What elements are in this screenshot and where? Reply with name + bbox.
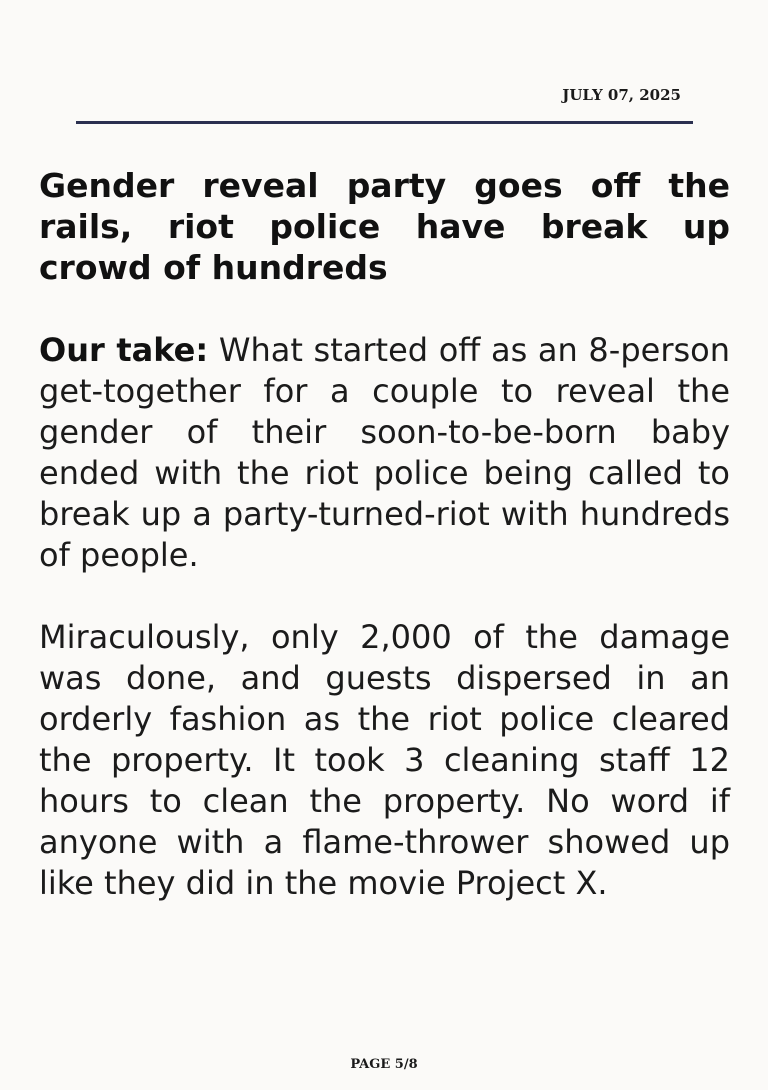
lead-label: Our take: (39, 331, 209, 369)
article-paragraph-2: Miraculously, only 2,000 of the damage was done, and guests dispersed in an orderly fashion as the riot police cleared the property. It took 3 cleaning staff 12 hours to clean the property. No word if anyone with a flame-thrower showed up like they did in the movie Project X. (39, 618, 730, 902)
header-divider (76, 121, 693, 124)
page-number: PAGE 5/8 (350, 1057, 418, 1072)
issue-date: JULY 07, 2025 (562, 86, 681, 104)
article-headline: Gender reveal party goes off the rails, riot police have break up crowd of hundreds (39, 166, 730, 287)
article-paragraph-1 (39, 330, 730, 576)
article-body (39, 330, 730, 945)
paragraph-1-text: What started off as an 8-person get-together for a couple to reveal the gender of their soon-to-be-born baby ended with the riot police being called to break up a party-turned-riot with hundreds of people. (39, 331, 731, 574)
